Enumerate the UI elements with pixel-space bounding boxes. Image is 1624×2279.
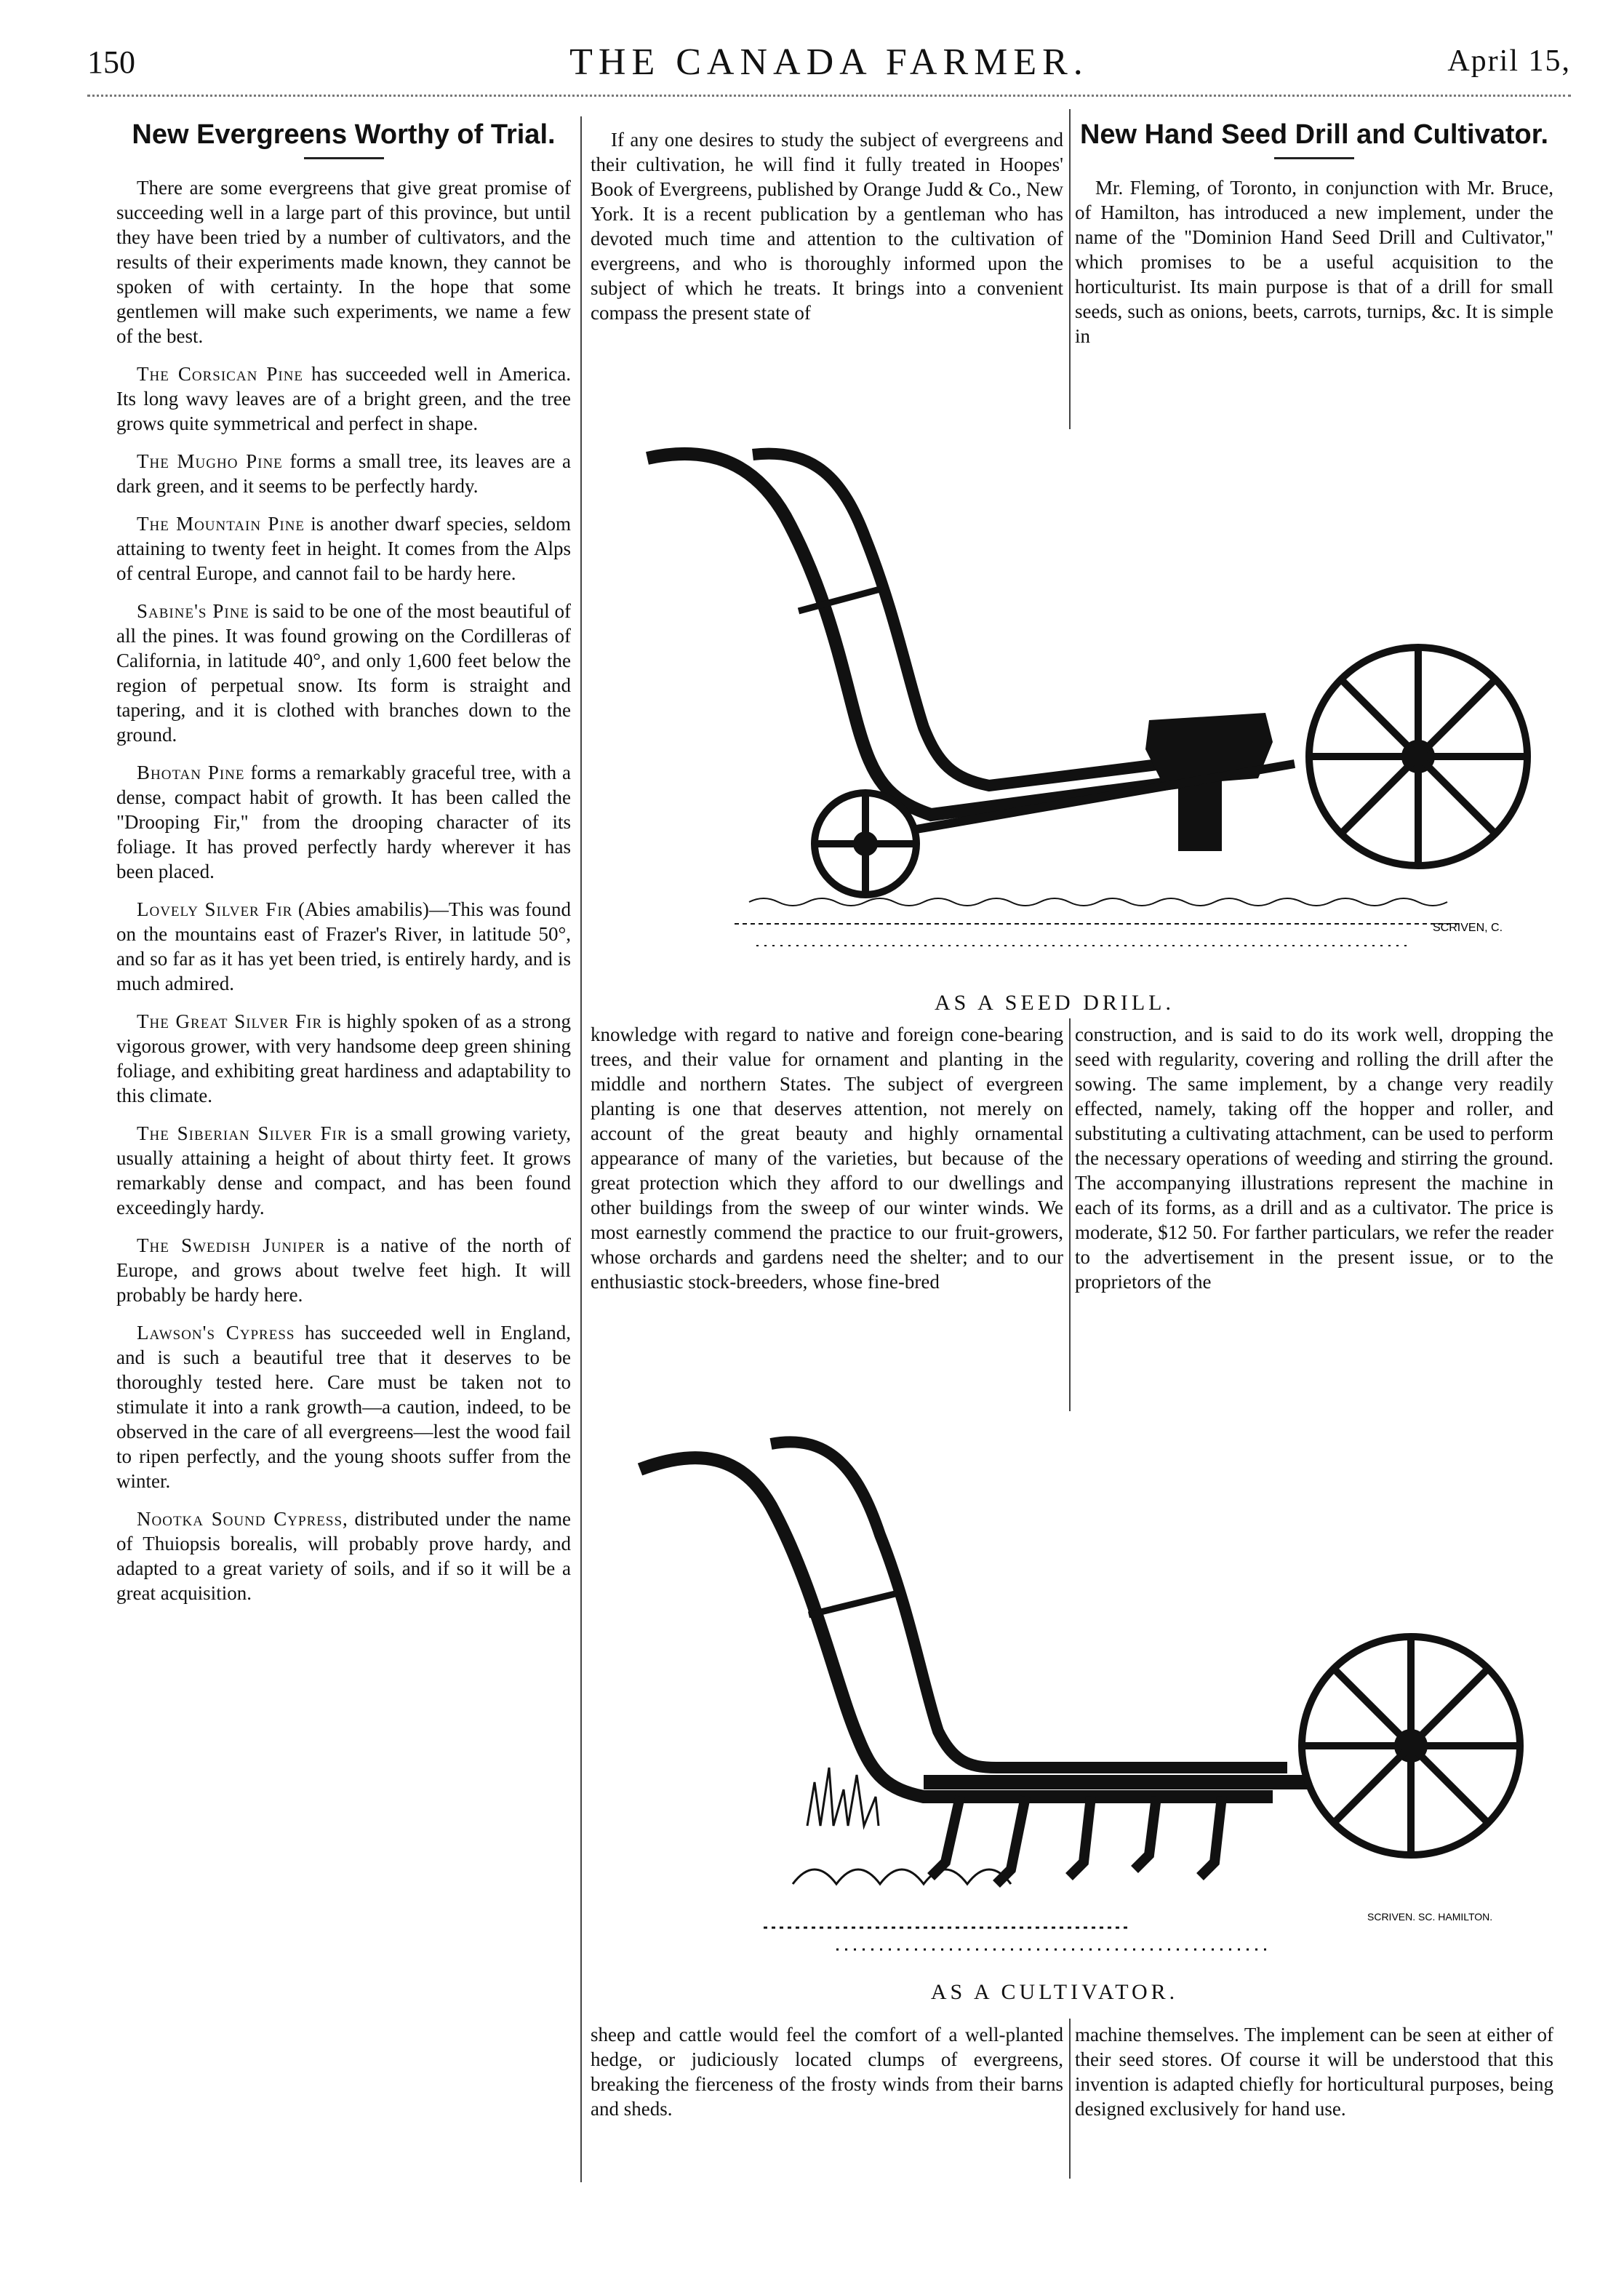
entry-lovely-silver-fir xyxy=(116,897,571,996)
paragraph: knowledge with regard to native and foreign cone-bearing trees, and their value for ornament and planting in the middle and northern States. The subject of evergreen planting is one that deserves attention, not merely on account of the great beauty and highly ornamental appearance of many of the varieties, but because of the great protection which they afford to our dwellings and other buildings from the sweep of our winter winds. We most earnestly commend the practice to our fruit-growers, whose orchards and gardens need the shelter; and to our enthusiastic stock-breeders, whose fine-bred xyxy=(591,1023,1063,1293)
column-divider-right-bottom xyxy=(1069,2019,1071,2179)
seed-drill-article-top xyxy=(1075,118,1553,362)
evergreen-book-text-top xyxy=(591,127,1063,338)
handles xyxy=(640,1442,1287,1797)
paragraph: construction, and is said to do its work well, dropping the seed with regularity, covering and rolling the drill after the sowing. The same implement, by a change very readily effected, namely, taking off the hopper and roller, and substituting a cultivating attachment, can be used to perform the necessary operations of weeding and stirring the ground. The accompanying illustrations represent the machine in each of its forms, as a drill and as a cultivator. The price is moderate, $12 50. For farther particulars, we refer the reader to the advertisement in the present issue, or to the proprietors of the xyxy=(1075,1023,1553,1293)
entry-text: (Abies amabilis)—This was found on the mountains east of Frazer's River, in latitude 50°, and so far as it has yet been tried, is entirely hardy, and is much admired. xyxy=(116,898,571,994)
column-divider-left xyxy=(580,116,582,2182)
entry-siberian-silver-fir xyxy=(116,1121,571,1220)
seed-drill-article-middle xyxy=(1075,1022,1553,1307)
paper-title: THE CANADA FARMER. xyxy=(569,41,1089,83)
entry-mountain-pine xyxy=(116,511,571,586)
entry-name: The Mountain Pine xyxy=(137,513,305,535)
entry-name: The Siberian Silver Fir xyxy=(137,1122,348,1144)
seed-drill-heading: New Hand Seed Drill and Cultivator. xyxy=(1079,119,1548,150)
entry-text: is a small growing variety, usually attaining a height of about thirty feet. It grows remarkably dense and compact, and has been found exceedingly hardy. xyxy=(116,1122,571,1218)
evergreens-article xyxy=(116,118,571,1619)
evergreen-book-text-bottom xyxy=(591,2022,1063,2134)
paragraph: If any one desires to study the subject of evergreens and their cultivation, he will find it fully treated in Hoopes' Book of Evergreens, published by Orange Judd & Co., New York. It is a recent publication by a gentleman who has devoted much time and attention to the cultivation of evergreens, and who is thoroughly informed upon the subject of which he treats. It brings into a convenient compass the present state of xyxy=(591,129,1063,324)
evergreens-heading: New Evergreens Worthy of Trial. xyxy=(132,119,556,150)
paragraph: Mr. Fleming, of Toronto, in conjunction with Mr. Bruce, of Hamilton, has introduced a new implement, under the name of the "Dominion Hand Seed Drill and Cultivator," which promises to be a useful acquisition to the horticulturist. Its main purpose is that of a drill for small seeds, such as onions, beets, carrots, turnips, &c. It is simple in xyxy=(1075,177,1553,347)
issue-date: April 15, xyxy=(1447,44,1571,78)
entry-text: is a native of the north of Europe, and grows about twelve feet high. It will probably be hardy here. xyxy=(116,1234,571,1306)
ground xyxy=(735,898,1462,946)
entry-text: is another dwarf species, seldom attaining to twenty feet in height. It comes from the Alps of central Europe, and cannot fail to be hardy here. xyxy=(116,513,571,584)
engraver-mark: SCRIVEN. SC. HAMILTON. xyxy=(1367,1911,1493,1923)
paragraph: sheep and cattle would feel the comfort of a well-planted hedge, or judiciously located clumps of evergreens, breaking the fierceness of the frosty winds from their barns and sheds. xyxy=(591,2024,1063,2120)
entry-corsican-pine xyxy=(116,362,571,436)
entry-name: Bhotan Pine xyxy=(137,762,245,783)
entry-lawsons-cypress xyxy=(116,1320,571,1493)
cultivator-illustration xyxy=(618,1418,1535,1986)
header-divider xyxy=(87,95,1571,97)
seed-drill-article-bottom xyxy=(1075,2022,1553,2134)
masthead xyxy=(87,36,1571,95)
entry-bhotan-pine xyxy=(116,760,571,884)
entry-text: is highly spoken of as a strong vigorous grower, with very handsome deep green shining foliage, and exhibiting great hardiness and adaptability to this climate. xyxy=(116,1010,571,1106)
seed-drill-caption: AS A SEED DRILL. xyxy=(934,991,1175,1015)
rear-roller xyxy=(815,793,916,895)
tines xyxy=(931,1797,1222,1884)
entry-name: Sabine's Pine xyxy=(137,600,250,622)
entry-great-silver-fir xyxy=(116,1009,571,1108)
wheel xyxy=(1302,1637,1520,1855)
entry-name: Lawson's Cypress xyxy=(137,1322,295,1344)
entry-name: Nootka Sound Cypress xyxy=(137,1508,343,1530)
entry-mugho-pine xyxy=(116,449,571,498)
evergreen-book-text-middle xyxy=(591,1022,1063,1307)
entry-text: has succeeded well in America. Its long wavy leaves are of a bright green, and the tree grows quite symmetrical and perfect in shape. xyxy=(116,363,572,434)
entry-text: has succeeded well in England, and is such a beautiful tree that it deserves to be thoroughly tested here. Care must be taken not to stimulate it into a rank growth—a caution, indeed, to be observed in the care of all evergreens—lest the wood fail to ripen perfectly, and the young shoots suffer from the winter. xyxy=(116,1322,571,1492)
entry-name: The Mugho Pine xyxy=(137,450,283,472)
entry-text: is said to be one of the most beautiful of all the pines. It was found growing on the Cordilleras of California, in latitude 40°, and only 1,600 feet below the region of perpetual snow. Its form is straight and tapering, and it is clothed with branches down to the ground. xyxy=(116,600,571,746)
column-divider-right-mid xyxy=(1069,1018,1071,1411)
seed-drill-illustration xyxy=(625,436,1556,989)
entry-text: forms a remarkably graceful tree, with a dense, compact habit of growth. It has been called the "Drooping Fir," from the drooping character of its foliage. It has proved perfectly hardy wherever it has been placed. xyxy=(116,762,571,882)
entry-name: Lovely Silver Fir xyxy=(137,898,293,920)
front-wheel xyxy=(1309,647,1527,866)
entry-swedish-juniper xyxy=(116,1233,571,1307)
entry-name: The Corsican Pine xyxy=(137,363,304,385)
page-number: 150 xyxy=(87,44,135,80)
cultivator-caption: AS A CULTIVATOR. xyxy=(930,1980,1179,2004)
entry-name: The Great Silver Fir xyxy=(137,1010,323,1032)
heading-rule xyxy=(304,157,384,159)
entry-name: The Swedish Juniper xyxy=(137,1234,326,1256)
paragraph: machine themselves. The implement can be seen at either of their seed stores. Of course it will be understood that this invention is adapted chiefly for horticultural purposes, being designed exclusively for hand use. xyxy=(1075,2024,1553,2120)
evergreens-intro: There are some evergreens that give great promise of succeeding well in a large part of this province, but until they have been tried by a number of cultivators, and the results of their experiments made known, they cannot be spoken of with certainty. In the hope that some gentlemen will make such experiments, we name a few of the best. xyxy=(116,177,571,347)
entry-text: , distributed under the name of Thuiopsis borealis, will probably prove hardy, and adapted to a great variety of soils, and if so it will be a great acquisition. xyxy=(116,1508,571,1604)
entry-text: forms a small tree, its leaves are a dark green, and it seems to be perfectly hardy. xyxy=(116,450,571,497)
entry-sabines-pine xyxy=(116,599,571,747)
column-divider-right-top xyxy=(1069,109,1071,429)
entry-nootka-cypress xyxy=(116,1506,571,1605)
handles xyxy=(647,454,1222,815)
engraver-mark: SCRIVEN, C. xyxy=(1433,922,1503,934)
heading-rule xyxy=(1274,157,1354,159)
